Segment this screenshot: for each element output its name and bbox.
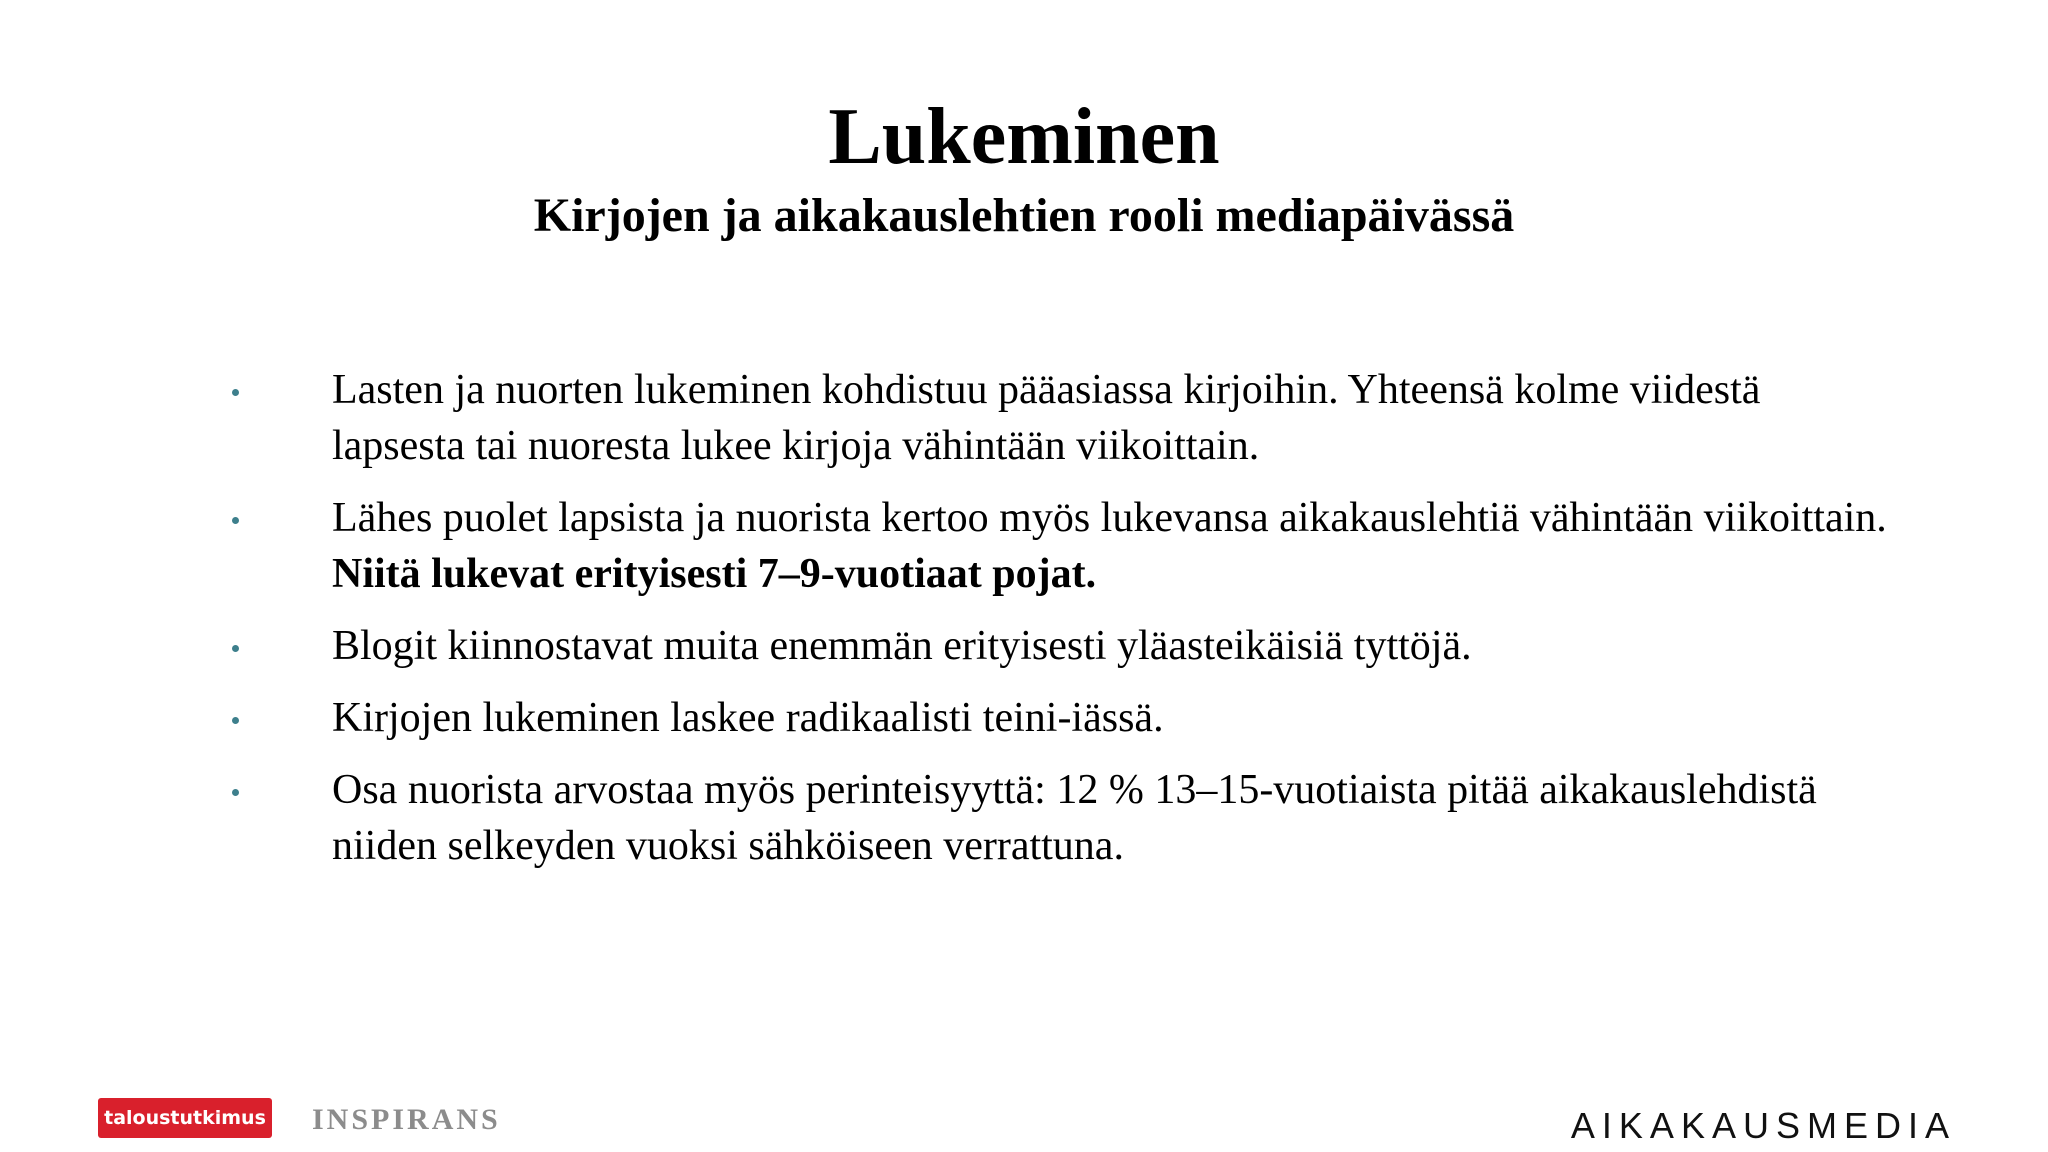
- bullet-text: Kirjojen lukeminen laskee radikaalisti teini-iässä.: [332, 695, 1164, 741]
- bullet-text: Blogit kiinnostavat muita enemmän erityisesti yläasteikäisiä tyttöjä.: [332, 623, 1472, 669]
- bullet-item: [220, 762, 1900, 874]
- bullet-bold-text: Niitä lukevat erityisesti 7–9-vuotiaat pojat.: [332, 551, 1097, 597]
- bullet-text: Lähes puolet lapsista ja nuorista kertoo myös lukevansa aikakauslehtiä vähintään viikoittain. Niitä lukevat erityisesti 7–9-vuotiaat pojat.: [332, 495, 1887, 597]
- slide-title: Lukeminen: [828, 93, 1220, 181]
- bullet-item: [220, 618, 1900, 674]
- taloustutkimus-logo: taloustutkimus: [98, 1098, 272, 1138]
- bullet-icon: [232, 517, 239, 524]
- bullet-icon: [232, 645, 239, 652]
- bullet-list: [220, 362, 1900, 890]
- bullet-item: [220, 690, 1900, 746]
- bullet-text: Lasten ja nuorten lukeminen kohdistuu pääasiassa kirjoihin. Yhteensä kolme viidestä lapsesta tai nuoresta lukee kirjoja vähintään viikoittain.: [332, 367, 1761, 469]
- bullet-icon: [232, 789, 239, 796]
- bullet-text: Osa nuorista arvostaa myös perinteisyyttä: 12 % 13–15-vuotiaista pitää aikakauslehdistä niiden selkeyden vuoksi sähköiseen verrattuna.: [332, 767, 1817, 869]
- bullet-item: [220, 490, 1900, 602]
- bullet-item: [220, 362, 1900, 474]
- inspirans-logo: INSPIRANS: [312, 1103, 501, 1136]
- bullet-icon: [232, 389, 239, 396]
- aikakausmedia-logo: AIKAKAUSMEDIA: [1570, 1105, 1956, 1146]
- slide-subtitle: Kirjojen ja aikakauslehtien rooli mediapäivässä: [533, 189, 1515, 242]
- bullet-icon: [232, 717, 239, 724]
